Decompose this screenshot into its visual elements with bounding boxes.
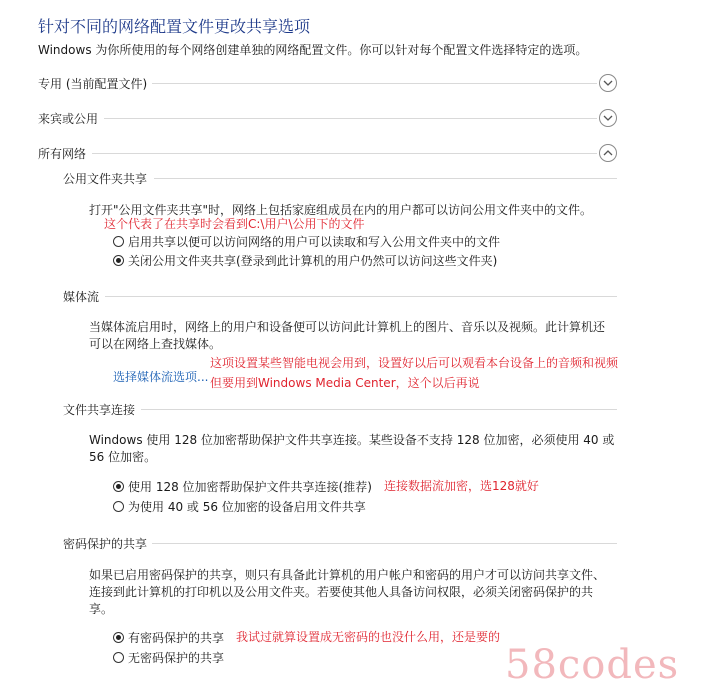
media-body-line2: 可以在网络上查找媒体。 bbox=[89, 337, 222, 351]
media-divider bbox=[105, 296, 617, 297]
file-sharing-body-line2: 56 位加密。 bbox=[89, 450, 157, 464]
public-folder-body: 打开"公用文件夹共享"时，网络上包括家庭组成员在内的用户都可以访问公用文件夹中的文件。 bbox=[89, 203, 593, 217]
profile-guest-label[interactable]: 来宾或公用 bbox=[38, 112, 99, 126]
file-sharing-option-40-56[interactable] bbox=[113, 498, 366, 515]
file-sharing-note: 连接数据流加密，选128就好 bbox=[384, 479, 539, 493]
media-note-line2: 但要用到Windows Media Center，这个以后再说 bbox=[210, 376, 480, 390]
page-description: Windows 为你所使用的每个网络创建单独的网络配置文件。你可以针对每个配置文件选择特定的选项。 bbox=[38, 43, 588, 57]
password-body-line3: 享。 bbox=[89, 602, 114, 616]
public-folder-option-on[interactable] bbox=[113, 233, 500, 250]
profile-all-label[interactable]: 所有网络 bbox=[38, 147, 87, 161]
watermark: 58codes bbox=[505, 642, 680, 688]
chevron-up-icon[interactable] bbox=[599, 144, 617, 162]
media-body-line1: 当媒体流启用时，网络上的用户和设备便可以访问此计算机上的图片、音乐以及视频。此计算机还 bbox=[89, 320, 606, 334]
media-streaming-options-link[interactable]: 选择媒体流选项... bbox=[113, 370, 209, 384]
file-sharing-option-128[interactable] bbox=[113, 478, 372, 495]
file-sharing-heading: 文件共享连接 bbox=[63, 403, 136, 417]
media-note-line1: 这项设置某些智能电视会用到，设置好以后可以观看本台设备上的音频和视频 bbox=[210, 356, 619, 370]
page-title: 针对不同的网络配置文件更改共享选项 bbox=[38, 17, 311, 36]
password-body-line2: 连接到此计算机的打印机以及公用文件夹。若要使其他人具备访问权限，必须关闭密码保护的共 bbox=[89, 585, 594, 599]
radio-button[interactable] bbox=[113, 236, 124, 247]
password-body-line1: 如果已启用密码保护的共享，则只有具备此计算机的用户帐户和密码的用户才可以访问共享文件、 bbox=[89, 568, 606, 582]
password-option-on[interactable] bbox=[113, 629, 224, 646]
password-heading: 密码保护的共享 bbox=[63, 537, 148, 551]
public-folder-heading: 公用文件夹共享 bbox=[63, 172, 148, 186]
public-folder-divider bbox=[154, 178, 617, 179]
media-heading: 媒体流 bbox=[63, 290, 100, 304]
file-sharing-option-128-label: 使用 128 位加密帮助保护文件共享连接(推荐) bbox=[128, 480, 372, 494]
profile-private-label[interactable]: 专用 (当前配置文件) bbox=[38, 77, 148, 91]
radio-button[interactable] bbox=[113, 652, 124, 663]
radio-button-selected[interactable] bbox=[113, 255, 124, 266]
profile-guest-divider bbox=[104, 118, 597, 119]
file-sharing-body-line1: Windows 使用 128 位加密帮助保护文件共享连接。某些设备不支持 128 位加密，必须使用 40 或 bbox=[89, 433, 615, 447]
profile-all-divider bbox=[92, 153, 597, 154]
chevron-down-icon[interactable] bbox=[599, 74, 617, 92]
radio-button[interactable] bbox=[113, 501, 124, 512]
public-folder-option-on-label: 启用共享以便可以访问网络的用户可以读取和写入公用文件夹中的文件 bbox=[128, 235, 501, 249]
password-note: 我试过就算设置成无密码的也没什么用，还是要的 bbox=[236, 630, 501, 644]
public-folder-note: 这个代表了在共享时会看到C:\用户\公用下的文件 bbox=[104, 217, 365, 231]
public-folder-option-off[interactable] bbox=[113, 252, 497, 269]
password-option-on-label: 有密码保护的共享 bbox=[128, 631, 225, 645]
file-sharing-option-40-56-label: 为使用 40 或 56 位加密的设备启用文件共享 bbox=[128, 500, 366, 514]
file-sharing-divider bbox=[141, 409, 617, 410]
password-option-off[interactable] bbox=[113, 649, 224, 666]
password-option-off-label: 无密码保护的共享 bbox=[128, 651, 225, 665]
chevron-down-icon[interactable] bbox=[599, 109, 617, 127]
profile-private-divider bbox=[152, 83, 597, 84]
public-folder-option-off-label: 关闭公用文件夹共享(登录到此计算机的用户仍然可以访问这些文件夹) bbox=[128, 254, 498, 268]
radio-button-selected[interactable] bbox=[113, 632, 124, 643]
password-divider bbox=[152, 543, 617, 544]
radio-button-selected[interactable] bbox=[113, 481, 124, 492]
